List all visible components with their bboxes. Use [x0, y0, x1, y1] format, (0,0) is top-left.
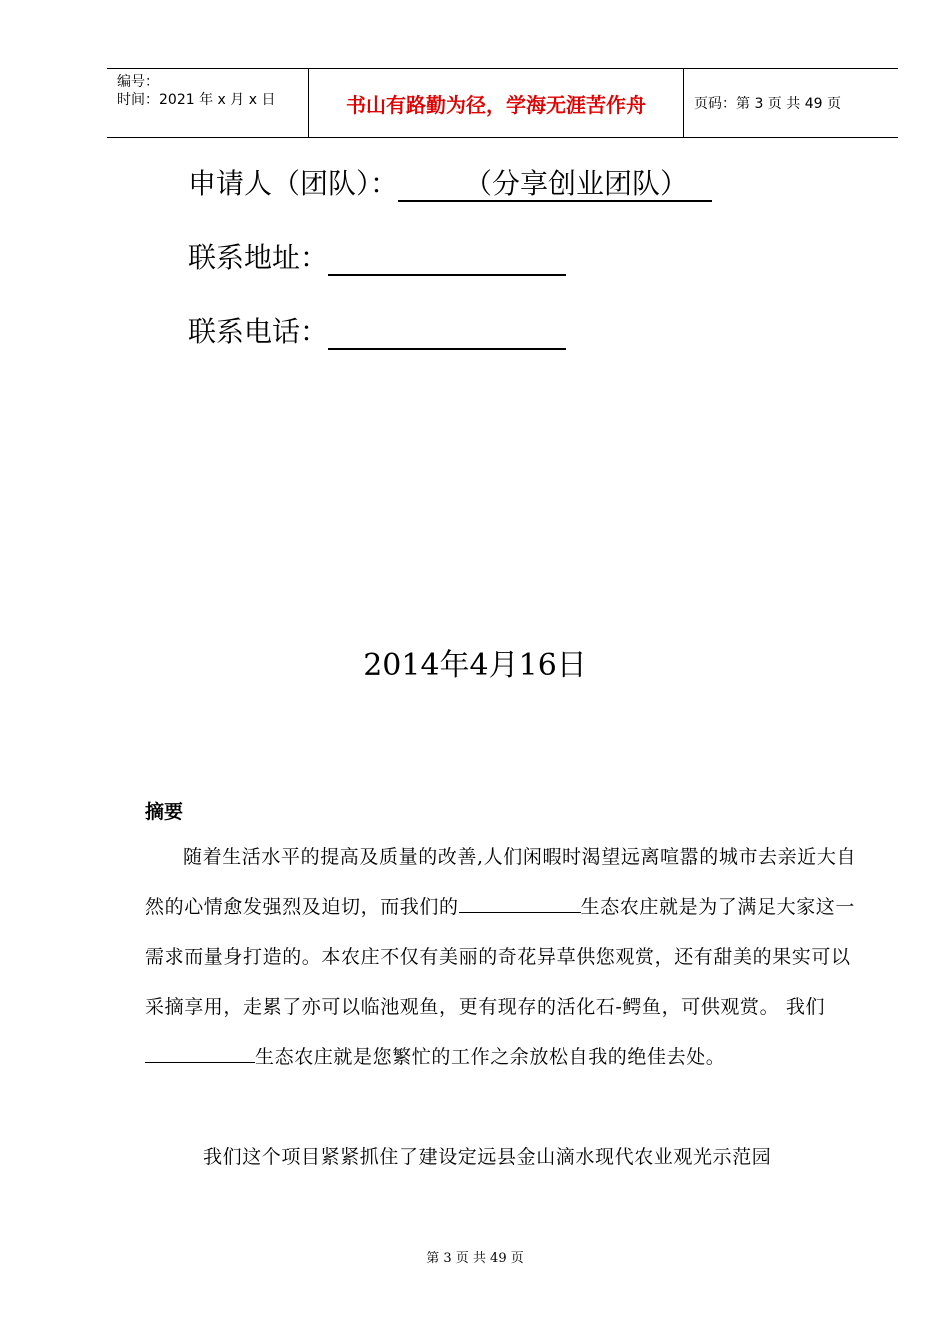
abstract-p1-part-b: 生态农庄就是为了满足大家这一需求而量身打造的。本农庄不仅有美丽的奇花异草供您观赏，还有甜美的果实可以采摘享用，走累了亦可以临池观鱼，更有现存的活化石-鳄鱼，可供观赏。 我们 [145, 896, 856, 1018]
page-footer: 第 3 页 共 49 页 [426, 1251, 524, 1266]
abstract-p1-part-a: 随着生活水平的提高及质量的改善,人们闲暇时渴望远离喧嚣的城市去亲近大自然的心情愈发强烈及迫切，而我们的 [145, 846, 857, 918]
phone-blank [328, 316, 566, 350]
abstract-title: 摘要 [145, 801, 184, 823]
abstract-p1-part-c: 生态农庄就是您繁忙的工作之余放松自我的绝佳去处。 [255, 1046, 726, 1068]
applicant-label: 申请人（团队）： [188, 167, 399, 200]
address-blank [328, 242, 566, 276]
address-row [188, 236, 566, 276]
abstract-paragraph-2: 我们这个项目紧紧抓住了建设定远县金山滴水现代农业观光示范园 [203, 1146, 772, 1168]
header-page-info: 页码：第 3 页 共 49 页 [694, 96, 841, 112]
farm-name-blank-2 [145, 1042, 255, 1063]
number-label: 编号： [117, 74, 159, 90]
page-header [107, 68, 898, 138]
address-label: 联系地址： [188, 241, 329, 274]
time-label: 时间：2021 年 x 月 x 日 [117, 92, 276, 108]
applicant-value: （分享创业团队） [398, 168, 712, 202]
phone-label: 联系电话： [188, 315, 329, 348]
farm-name-blank-1 [459, 892, 581, 913]
header-meta [107, 69, 309, 137]
header-motto: 书山有路勤为径，学海无涯苦作舟 [309, 69, 684, 137]
phone-row [188, 310, 566, 350]
applicant-row [188, 162, 712, 202]
document-date: 2014年4月16日 [363, 648, 587, 683]
abstract-paragraph-1 [145, 832, 865, 1082]
